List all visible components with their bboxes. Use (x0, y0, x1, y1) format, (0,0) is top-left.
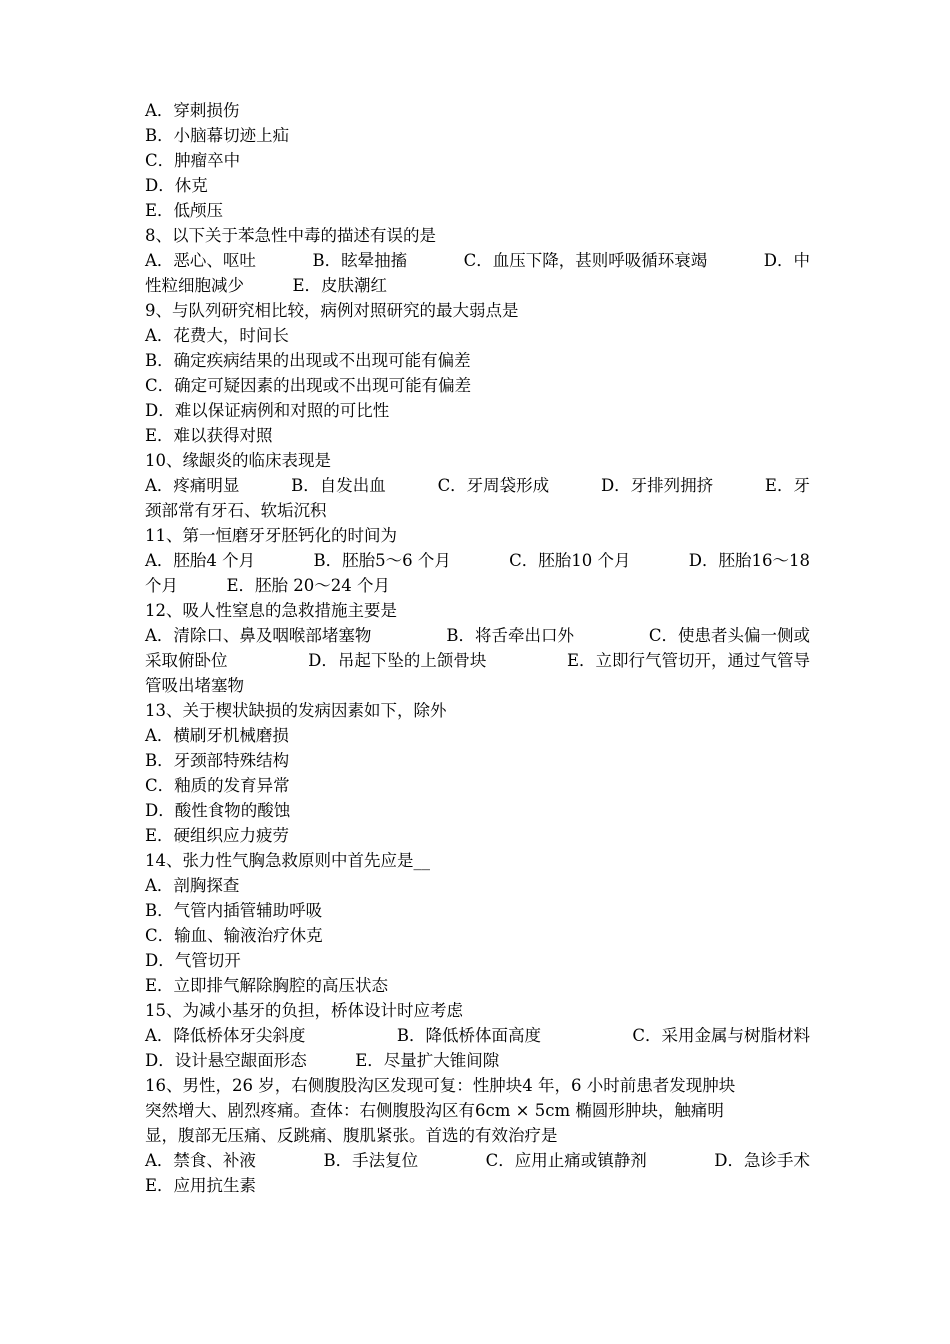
q9-stem: 9、与队列研究相比较，病例对照研究的最大弱点是 (145, 301, 519, 320)
q7-option-e: E．低颅压 (145, 201, 224, 220)
q9-option-d: D．难以保证病例和对照的可比性 (145, 401, 390, 420)
q11-stem: 11、第一恒磨牙牙胚钙化的时间为 (145, 526, 397, 545)
q7-option-c: C．肿瘤卒中 (145, 151, 241, 170)
q15-option-d: D．设计悬空龈面形态 (145, 1051, 307, 1070)
q15-option-b: B．降低桥体面高度 (396, 1026, 541, 1045)
q12-stem: 12、吸人性窒息的急救措施主要是 (145, 601, 397, 620)
q12-option-c-end: 采取俯卧位 (145, 651, 228, 670)
q10-option-b: B．自发出血 (291, 476, 386, 495)
q11-option-b: B．胚胎5～6 个月 (313, 551, 451, 570)
q8-option-c: C．血压下降，甚则呼吸循环衰竭 (463, 251, 708, 270)
q11-options-row1 (145, 548, 810, 573)
q8-option-d-end: 性粒细胞减少 (145, 276, 244, 295)
q14-option-d: D．气管切开 (145, 951, 241, 970)
q16-option-c: C．应用止痛或镇静剂 (485, 1151, 647, 1170)
q9-option-e: E．难以获得对照 (145, 426, 273, 445)
q13-option-b: B．牙颈部特殊结构 (145, 751, 290, 770)
q7-option-d: D．休克 (145, 176, 208, 195)
q11-option-e: E．胚胎 20～24 个月 (226, 576, 391, 595)
q10-option-e-end: 颈部常有牙石、软垢沉积 (145, 501, 327, 520)
q8-options-row1 (145, 248, 810, 273)
q12-option-c-start: C．使患者头偏一侧或 (648, 626, 810, 645)
q16-options-row1 (145, 1148, 810, 1173)
q12-option-e-start: E．立即行气管切开，通过气管导 (566, 651, 810, 670)
q16-option-d: D．急诊手术 (714, 1151, 810, 1170)
q9-option-a: A．花费大，时间长 (145, 326, 289, 345)
q11-option-c: C．胚胎10 个月 (509, 551, 631, 570)
q11-option-d-end: 个月 (145, 576, 178, 595)
q12-option-a: A．清除口、鼻及咽喉部堵塞物 (145, 626, 372, 645)
q13-stem: 13、关于楔状缺损的发病因素如下，除外 (145, 701, 447, 720)
q10-stem: 10、缘龈炎的临床表现是 (145, 451, 331, 470)
q16-option-a: A．禁食、补液 (145, 1151, 256, 1170)
q10-option-a: A．疼痛明显 (145, 476, 240, 495)
q16-stem-line3: 显，腹部无压痛、反跳痛、腹肌紧张。首选的有效治疗是 (145, 1126, 558, 1145)
q15-options-row1 (145, 1023, 810, 1048)
q10-option-c: C．牙周袋形成 (437, 476, 550, 495)
q9-option-c: C．确定可疑因素的出现或不出现可能有偏差 (145, 376, 472, 395)
q12-options-row1 (145, 623, 810, 648)
q14-option-c: C．输血、输液治疗休克 (145, 926, 323, 945)
q8-option-e: E．皮肤潮红 (292, 276, 388, 295)
q15-option-c: C．采用金属与树脂材料 (632, 1026, 810, 1045)
document-page (145, 98, 810, 1198)
q11-options-row2 (145, 573, 810, 598)
q16-option-b: B．手法复位 (323, 1151, 419, 1170)
q12-option-d: D．吊起下坠的上颌骨块 (308, 651, 487, 670)
q14-option-a: A．剖胸探查 (145, 876, 240, 895)
q8-option-a: A．恶心、呕吐 (145, 251, 256, 270)
q12-option-b: B．将舌牵出口外 (446, 626, 574, 645)
q12-option-e-end: 管吸出堵塞物 (145, 676, 244, 695)
q15-options-row2 (145, 1048, 810, 1073)
q8-options-row2 (145, 273, 810, 298)
q10-options-row1 (145, 473, 810, 498)
q16-option-e: E．应用抗生素 (145, 1176, 257, 1195)
q7-option-b: B．小脑幕切迹上疝 (145, 126, 290, 145)
q14-option-e: E．立即排气解除胸腔的高压状态 (145, 976, 389, 995)
q14-stem: 14、张力性气胸急救原则中首先应是__ (145, 851, 430, 870)
q11-option-a: A．胚胎4 个月 (145, 551, 256, 570)
q7-option-a: A．穿刺损伤 (145, 101, 240, 120)
q16-stem-line1: 16、男性，26 岁，右侧腹股沟区发现可复：性肿块4 年，6 小时前患者发现肿块 (145, 1076, 736, 1095)
q13-option-a: A．横刷牙机械磨损 (145, 726, 289, 745)
q8-option-b: B．眩晕抽搐 (312, 251, 408, 270)
q8-stem: 8、以下关于苯急性中毒的描述有误的是 (145, 226, 436, 245)
q16-stem-line2: 突然增大、剧烈疼痛。查体：右侧腹股沟区有6cm × 5cm 椭圆形肿块，触痛明 (145, 1101, 724, 1120)
q15-option-a: A．降低桥体牙尖斜度 (145, 1026, 306, 1045)
q15-stem: 15、为减小基牙的负担，桥体设计时应考虑 (145, 1001, 463, 1020)
q13-option-d: D．酸性食物的酸蚀 (145, 801, 291, 820)
q11-option-d-start: D．胚胎16～18 (688, 551, 810, 570)
q12-options-row2 (145, 648, 810, 673)
q10-option-d: D．牙排列拥挤 (600, 476, 714, 495)
q15-option-e: E．尽量扩大锥间隙 (355, 1051, 500, 1070)
q13-option-e: E．硬组织应力疲劳 (145, 826, 290, 845)
q14-option-b: B．气管内插管辅助呼吸 (145, 901, 323, 920)
q10-option-e-start: E．牙 (764, 476, 810, 495)
q9-option-b: B．确定疾病结果的出现或不出现可能有偏差 (145, 351, 471, 370)
q13-option-c: C．釉质的发育异常 (145, 776, 290, 795)
q8-option-d-start: D．中 (763, 251, 810, 270)
